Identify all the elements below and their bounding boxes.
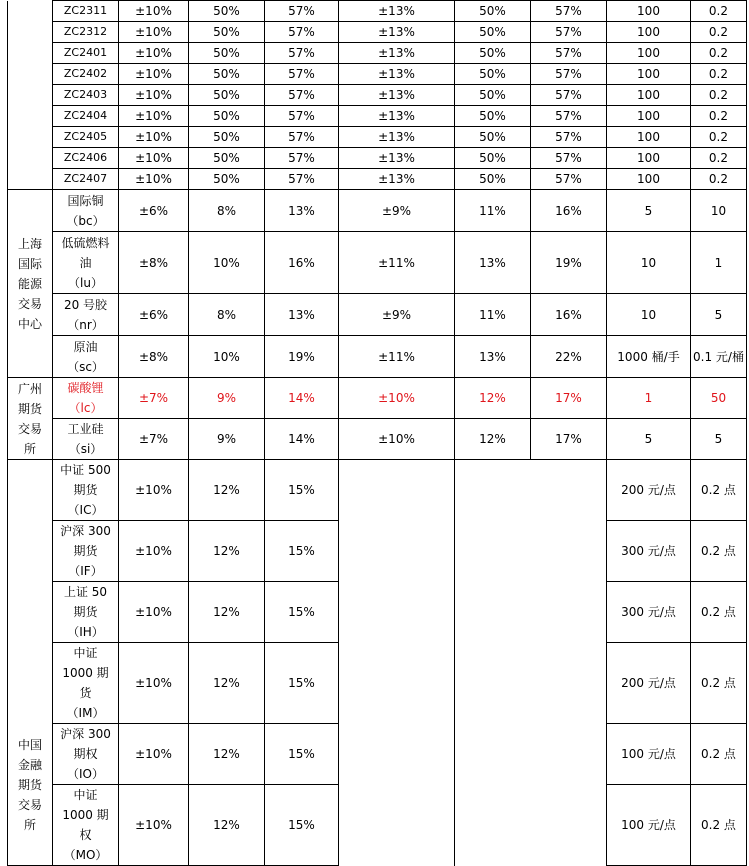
value-cell: 15% (265, 724, 339, 785)
product-name-line: 期权 (73, 747, 98, 761)
exchange-name-line: 所 (23, 818, 36, 832)
value-cell: 57% (265, 43, 339, 64)
value-cell: 16% (265, 232, 339, 294)
value-cell: 13% (455, 232, 531, 294)
product-name (53, 643, 119, 724)
value-cell: 5 (691, 419, 747, 460)
value-cell: ±13% (339, 22, 455, 43)
value-cell: 10 (607, 232, 691, 294)
table-row (8, 294, 747, 336)
value-cell: 50% (189, 106, 265, 127)
value-cell: ±6% (119, 294, 189, 336)
product-name-line: 沪深 300 (60, 524, 111, 538)
contract-code: ZC2311 (53, 1, 119, 22)
table-row (8, 85, 747, 106)
value-cell: ±13% (339, 43, 455, 64)
product-name-line: 上证 50 (63, 585, 108, 599)
value-cell: 12% (189, 521, 265, 582)
value-cell: 8% (189, 190, 265, 232)
value-cell: 57% (265, 64, 339, 85)
value-cell: 57% (531, 127, 607, 148)
value-cell: 0.2 点 (691, 785, 747, 866)
table-row (8, 1, 747, 22)
table-row (8, 419, 747, 460)
value-cell: ±10% (119, 106, 189, 127)
product-name-line: 20 号胶 (63, 297, 108, 312)
value-cell: 57% (531, 106, 607, 127)
value-cell: ±9% (339, 190, 455, 232)
exchange-name-line: 中心 (17, 316, 42, 331)
product-name-line: 中证 (73, 646, 98, 660)
value-cell: 0.2 点 (691, 521, 747, 582)
value-cell: 50 (691, 378, 747, 419)
value-cell: ±13% (339, 106, 455, 127)
value-cell: 11% (455, 190, 531, 232)
exchange-name-line: 交易 (17, 296, 42, 311)
value-cell: 200 元/点 (607, 460, 691, 521)
value-cell: ±10% (119, 22, 189, 43)
value-cell: 22% (531, 336, 607, 378)
exchange-name-line: 能源 (17, 276, 42, 291)
product-name (53, 521, 119, 582)
value-cell: 200 元/点 (607, 643, 691, 724)
value-cell: ±7% (119, 378, 189, 419)
value-cell: 50% (455, 127, 531, 148)
value-cell: 100 元/点 (607, 724, 691, 785)
value-cell: 50% (455, 169, 531, 190)
margin-limit-table (7, 0, 747, 866)
value-cell: 57% (265, 169, 339, 190)
product-name (53, 419, 119, 460)
table-row (8, 336, 747, 378)
value-cell: 1000 桶/手 (607, 336, 691, 378)
product-name-line: 工业硅 (67, 422, 104, 436)
value-cell: 50% (455, 1, 531, 22)
value-cell: 100 (607, 43, 691, 64)
value-cell: ±10% (119, 127, 189, 148)
product-name (53, 582, 119, 643)
product-name-line: 油 (79, 255, 92, 270)
value-cell: 50% (189, 64, 265, 85)
value-cell: 12% (189, 785, 265, 866)
contract-code: ZC2404 (53, 106, 119, 127)
value-cell: 100 元/点 (607, 785, 691, 866)
value-cell: 0.2 点 (691, 643, 747, 724)
value-cell: 0.2 (691, 22, 747, 43)
value-cell: 0.2 (691, 64, 747, 85)
product-name-line: （IM） (66, 706, 105, 720)
value-cell: 0.2 (691, 85, 747, 106)
product-name-line: （IF） (68, 564, 103, 578)
contract-code: ZC2401 (53, 43, 119, 64)
value-cell: 15% (265, 582, 339, 643)
product-name (53, 378, 119, 419)
value-cell: ±10% (119, 582, 189, 643)
value-cell: ±8% (119, 336, 189, 378)
exchange-name (8, 190, 53, 378)
value-cell: 5 (691, 294, 747, 336)
exchange-name-line: 交易 (17, 421, 42, 436)
value-cell: 50% (455, 22, 531, 43)
value-cell: 1 (691, 232, 747, 294)
value-cell: ±10% (339, 378, 455, 419)
value-cell: 50% (189, 1, 265, 22)
value-cell: ±6% (119, 190, 189, 232)
value-cell: 15% (265, 460, 339, 521)
value-cell: 50% (455, 148, 531, 169)
value-cell: 57% (531, 1, 607, 22)
value-cell: ±9% (339, 294, 455, 336)
value-cell: 50% (189, 85, 265, 106)
empty-cell (455, 460, 607, 866)
value-cell: ±10% (119, 43, 189, 64)
exchange-name-line: 中国 (17, 738, 42, 752)
value-cell: 12% (189, 643, 265, 724)
value-cell: ±13% (339, 148, 455, 169)
value-cell: 57% (265, 1, 339, 22)
value-cell: 100 (607, 148, 691, 169)
value-cell: 57% (531, 85, 607, 106)
value-cell: ±10% (119, 785, 189, 866)
product-name-line: 原油 (73, 339, 98, 354)
value-cell: 12% (455, 419, 531, 460)
product-name-line: （MO） (63, 848, 108, 862)
value-cell: ±7% (119, 419, 189, 460)
value-cell: 100 (607, 106, 691, 127)
product-name-line: （nr） (67, 317, 104, 332)
value-cell: ±10% (119, 460, 189, 521)
exchange-name-line: 期货 (17, 401, 42, 416)
value-cell: 19% (531, 232, 607, 294)
value-cell: 57% (531, 43, 607, 64)
value-cell: 0.2 点 (691, 582, 747, 643)
product-name-line: 碳酸锂 (67, 381, 104, 395)
value-cell: 50% (189, 22, 265, 43)
table-row (8, 64, 747, 85)
value-cell: 13% (265, 190, 339, 232)
value-cell: 300 元/点 (607, 521, 691, 582)
value-cell: 57% (265, 106, 339, 127)
value-cell: 11% (455, 294, 531, 336)
value-cell: 15% (265, 785, 339, 866)
value-cell: ±10% (119, 724, 189, 785)
product-name-line: 货 (79, 686, 92, 700)
value-cell: 50% (455, 64, 531, 85)
value-cell: 13% (455, 336, 531, 378)
product-name-line: 期货 (73, 483, 98, 497)
value-cell: 50% (455, 106, 531, 127)
product-name-line: 权 (79, 828, 92, 842)
product-name-line: 期货 (73, 544, 98, 558)
exchange-name-line: 金融 (17, 758, 42, 772)
value-cell: 12% (455, 378, 531, 419)
product-name (53, 232, 119, 294)
value-cell: 12% (189, 582, 265, 643)
value-cell: 57% (531, 148, 607, 169)
value-cell: 0.2 (691, 169, 747, 190)
value-cell: ±11% (339, 232, 455, 294)
value-cell: 50% (189, 127, 265, 148)
table-row (8, 43, 747, 64)
value-cell: ±10% (119, 64, 189, 85)
value-cell: 16% (531, 294, 607, 336)
value-cell: ±10% (119, 148, 189, 169)
empty-cell (339, 460, 455, 866)
value-cell: 14% (265, 419, 339, 460)
value-cell: 12% (189, 724, 265, 785)
value-cell: 5 (607, 419, 691, 460)
value-cell: 0.2 (691, 43, 747, 64)
product-name-line: 1000 期 (62, 666, 109, 680)
value-cell: 0.2 (691, 148, 747, 169)
product-name-line: 1000 期 (62, 808, 109, 822)
value-cell: 17% (531, 419, 607, 460)
value-cell: ±8% (119, 232, 189, 294)
value-cell: ±11% (339, 336, 455, 378)
value-cell: 12% (189, 460, 265, 521)
value-cell: 100 (607, 85, 691, 106)
value-cell: 100 (607, 169, 691, 190)
product-name-line: （si） (68, 442, 103, 456)
value-cell: 0.2 (691, 106, 747, 127)
value-cell: 10 (691, 190, 747, 232)
product-name-line: （IH） (67, 625, 104, 639)
value-cell: 13% (265, 294, 339, 336)
value-cell: ±13% (339, 127, 455, 148)
value-cell: 50% (189, 169, 265, 190)
value-cell: ±10% (119, 521, 189, 582)
exchange-name-line: 广州 (17, 381, 42, 396)
value-cell: 19% (265, 336, 339, 378)
value-cell: 8% (189, 294, 265, 336)
table-row (8, 127, 747, 148)
product-name-line: （lu） (68, 275, 103, 290)
value-cell: ±13% (339, 64, 455, 85)
table-row (8, 106, 747, 127)
exchange-name-line: 交易 (17, 798, 42, 812)
contract-code: ZC2403 (53, 85, 119, 106)
value-cell: 57% (531, 22, 607, 43)
product-name-line: （bc） (66, 213, 105, 228)
value-cell: ±10% (119, 643, 189, 724)
table-row (8, 378, 747, 419)
value-cell: 15% (265, 521, 339, 582)
exchange-name-line: 国际 (17, 256, 42, 271)
value-cell: 5 (607, 190, 691, 232)
product-name-line: （IO） (67, 767, 104, 781)
table-row (8, 232, 747, 294)
table-row (8, 169, 747, 190)
value-cell: 57% (531, 64, 607, 85)
value-cell: 1 (607, 378, 691, 419)
value-cell: 17% (531, 378, 607, 419)
product-name-line: 低硫燃料 (61, 235, 110, 250)
value-cell: 9% (189, 378, 265, 419)
exchange-name-line: 所 (23, 441, 36, 456)
exchange-name-line: 上海 (17, 236, 42, 251)
exchange-name-line: 期货 (17, 778, 42, 792)
table-row (8, 190, 747, 232)
value-cell: 50% (189, 43, 265, 64)
value-cell: 0.2 (691, 1, 747, 22)
value-cell: ±10% (119, 169, 189, 190)
product-name-line: （IC） (67, 503, 104, 517)
product-name-line: （sc） (67, 359, 104, 374)
value-cell: 14% (265, 378, 339, 419)
value-cell: 100 (607, 1, 691, 22)
value-cell: 100 (607, 127, 691, 148)
value-cell: 57% (265, 85, 339, 106)
product-name-line: （lc） (68, 401, 103, 415)
product-name (53, 294, 119, 336)
table-row (8, 460, 747, 521)
value-cell: 50% (189, 148, 265, 169)
product-name (53, 336, 119, 378)
value-cell: 50% (455, 43, 531, 64)
product-name (53, 724, 119, 785)
value-cell: 57% (265, 148, 339, 169)
value-cell: 57% (265, 127, 339, 148)
value-cell: 57% (531, 169, 607, 190)
table-row (8, 22, 747, 43)
value-cell: 100 (607, 64, 691, 85)
value-cell: 0.1 元/桶 (691, 336, 747, 378)
value-cell: ±10% (119, 85, 189, 106)
value-cell: 0.2 点 (691, 460, 747, 521)
product-name-line: 中证 (73, 788, 98, 802)
product-name-line: 国际铜 (67, 193, 104, 208)
value-cell: ±10% (339, 419, 455, 460)
product-name (53, 460, 119, 521)
value-cell: 9% (189, 419, 265, 460)
value-cell: ±13% (339, 1, 455, 22)
exchange-name (8, 378, 53, 460)
value-cell: 300 元/点 (607, 582, 691, 643)
exchange-name (8, 460, 53, 866)
contract-code: ZC2402 (53, 64, 119, 85)
value-cell: 10 (607, 294, 691, 336)
value-cell: 0.2 (691, 127, 747, 148)
value-cell: 10% (189, 336, 265, 378)
value-cell: 10% (189, 232, 265, 294)
value-cell: 57% (265, 22, 339, 43)
value-cell: 0.2 点 (691, 724, 747, 785)
value-cell: ±10% (119, 1, 189, 22)
product-name-line: 期货 (73, 605, 98, 619)
value-cell: ±13% (339, 169, 455, 190)
product-name-line: 中证 500 (60, 463, 111, 477)
value-cell: ±13% (339, 85, 455, 106)
contract-code: ZC2405 (53, 127, 119, 148)
exchange-cell-continued (8, 1, 53, 190)
contract-code: ZC2312 (53, 22, 119, 43)
product-name-line: 沪深 300 (60, 727, 111, 741)
value-cell: 16% (531, 190, 607, 232)
value-cell: 15% (265, 643, 339, 724)
table-row (8, 148, 747, 169)
product-name (53, 785, 119, 866)
contract-code: ZC2407 (53, 169, 119, 190)
product-name (53, 190, 119, 232)
value-cell: 50% (455, 85, 531, 106)
contract-code: ZC2406 (53, 148, 119, 169)
value-cell: 100 (607, 22, 691, 43)
